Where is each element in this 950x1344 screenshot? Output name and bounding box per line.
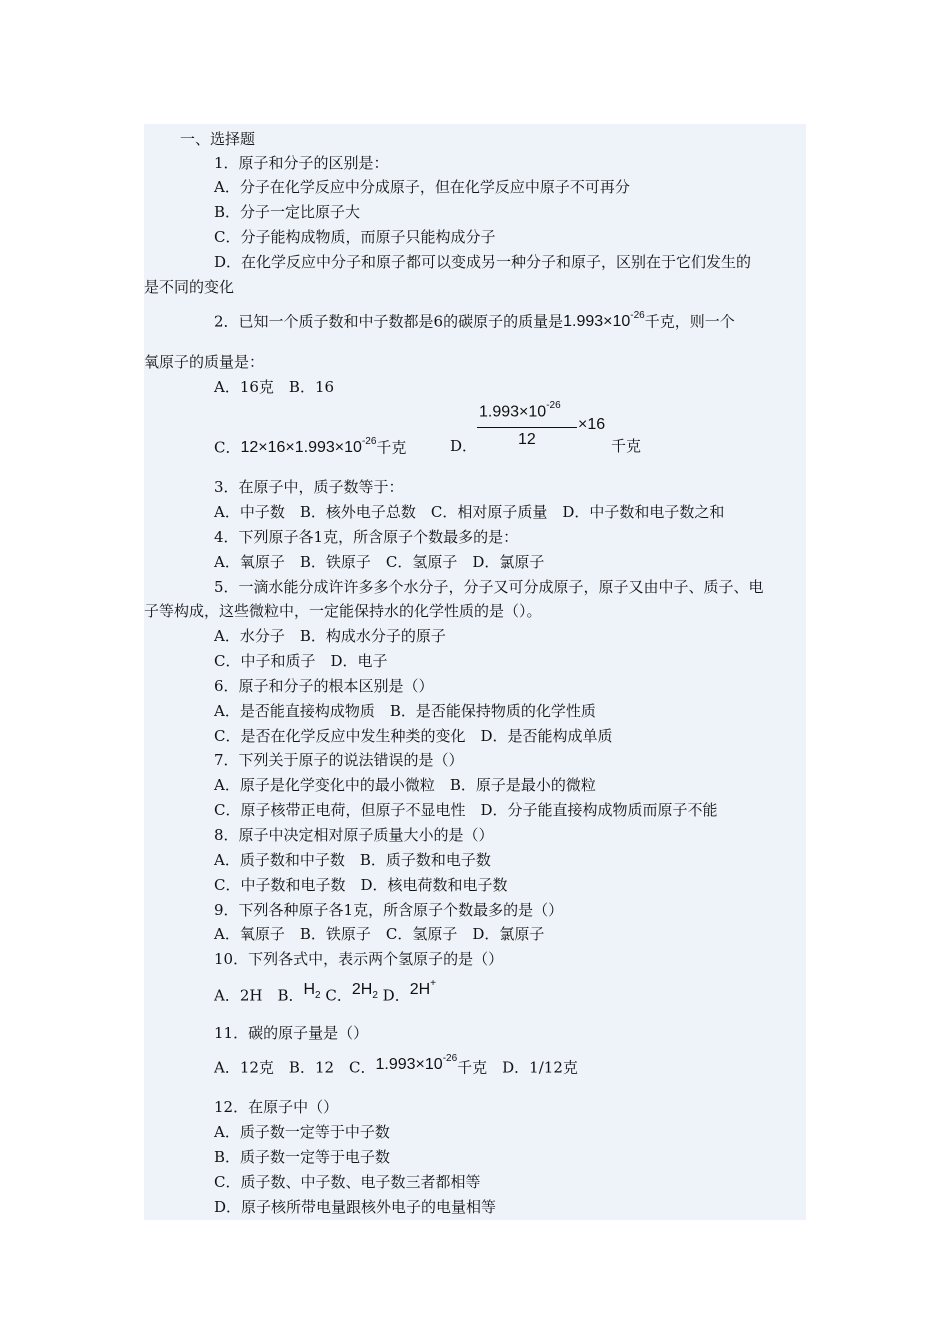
q1-option-d-line2: 是不同的变化: [144, 278, 235, 296]
q11-option-c-unit-and-d: 千克 D．1/12克: [457, 1058, 578, 1077]
q6-options-cd: C．是否在化学反应中发生种类的变化 D．是否能构成单质: [214, 727, 613, 745]
q9-options: A．氧原子 B．铁原子 C．氢原子 D．氯原子: [214, 925, 545, 943]
q1-option-a: A．分子在化学反应中分成原子，但在化学反应中原子不可再分: [214, 178, 630, 196]
q7-stem: 7．下列关于原子的说法错误的是（）: [214, 751, 464, 769]
q3-options: A．中子数 B．核外电子总数 C．相对原子质量 D．中子数和电子数之和: [214, 503, 725, 521]
q10-option-d-symbol: 2H: [409, 981, 431, 999]
q11-option-c-expression: [375, 1053, 458, 1074]
q12-stem: 12．在原子中（）: [214, 1098, 339, 1116]
q1-option-c: C．分子能构成物质，而原子只能构成分子: [214, 228, 496, 246]
q4-options: A．氧原子 B．铁原子 C．氢原子 D．氯原子: [214, 553, 545, 571]
q12-option-c: C．质子数、中子数、电子数三者都相等: [214, 1173, 481, 1191]
q8-options-ab: A．质子数和中子数 B．质子数和电子数: [214, 851, 491, 869]
q2-stem-line2: 氧原子的质量是：: [144, 353, 265, 371]
q8-options-cd: C．中子数和电子数 D．核电荷数和电子数: [214, 876, 508, 894]
q1-stem: 1．原子和分子的区别是：: [214, 154, 389, 172]
q12-option-d: D．原子核所带电量跟核外电子的电量相等: [214, 1198, 497, 1216]
q5-options-cd: C．中子和质子 D．电子: [214, 652, 388, 670]
q9-stem: 9．下列各种原子各1克，所含原子个数最多的是（）: [214, 901, 564, 919]
q5-options-ab: A．水分子 B．构成水分子的原子: [214, 627, 446, 645]
q5-stem-line1: 5．一滴水能分成许许多多个水分子，分子又可分成原子，原子又由中子、质子、电: [214, 578, 764, 596]
q2-option-d-numerator: [479, 402, 561, 421]
q10-option-d-formula: [409, 978, 436, 999]
section-title: 一、选择题: [180, 130, 256, 148]
q2-mass-expression: [563, 310, 645, 331]
q3-stem: 3．在原子中，质子数等于：: [214, 478, 404, 496]
q2-option-d-multiplier: ×16: [578, 416, 606, 433]
q7-options-cd: C．原子核带正电荷，但原子不显电性 D．分子能直接构成物质而原子不能: [214, 801, 718, 819]
q12-option-a: A．质子数一定等于中子数: [214, 1123, 390, 1141]
q11-stem: 11．碳的原子量是（）: [214, 1024, 369, 1042]
q2-stem-post: 千克，则一个: [644, 312, 735, 331]
q6-options-ab: A．是否能直接构成物质 B．是否能保持物质的化学性质: [214, 702, 596, 720]
q7-options-ab: A．原子是化学变化中的最小微粒 B．原子是最小的微粒: [214, 776, 596, 794]
q2-option-d-denominator: 12: [518, 431, 536, 448]
q10-option-a: A．2H B．: [214, 986, 304, 1005]
q2-stem-pre: 2．已知一个质子数和中子数都是6的碳原子的质量是: [214, 312, 564, 331]
q2-option-c-exponent: -26: [361, 436, 377, 447]
q2-option-d-num-exponent: -26: [546, 400, 561, 411]
q2-option-c-base: 12×16×1.993×10: [240, 439, 362, 457]
q10-option-c-subscript: 2: [372, 990, 378, 1002]
q10-option-b-symbol: H: [303, 981, 316, 999]
q5-stem-line2: 子等构成，这些微粒中，一定能保持水的化学性质的是（）。: [144, 602, 542, 620]
q6-stem: 6．原子和分子的根本区别是（）: [214, 677, 434, 695]
q10-option-c-symbol: 2H: [351, 981, 373, 999]
q10-stem: 10．下列各式中，表示两个氢原子的是（）: [214, 950, 504, 968]
q2-option-c-unit: 千克: [376, 438, 407, 457]
q11-option-c-exponent: -26: [442, 1053, 458, 1064]
q1-option-b: B．分子一定比原子大: [214, 203, 361, 221]
q2-option-c-label: C．: [214, 438, 241, 457]
q4-stem: 4．下列原子各1克，所含原子个数最多的是：: [214, 528, 519, 546]
q11-options: [214, 1054, 578, 1078]
q10-option-c-label: C．: [325, 986, 352, 1005]
q2-option-c-expression: [240, 436, 377, 457]
q2-mass-exponent: -26: [630, 310, 645, 321]
q10-option-b-formula: [303, 981, 321, 1002]
q8-stem: 8．原子中决定相对原子质量大小的是（）: [214, 826, 494, 844]
q10-option-d-superscript: +: [430, 978, 436, 989]
q2-option-c: [214, 434, 406, 458]
q10-option-b-subscript: 2: [315, 990, 321, 1002]
q2-mass-base: 1.993×10: [563, 313, 631, 331]
q2-option-d-num-base: 1.993×10: [479, 403, 547, 421]
q11-options-ab: A．12克 B．12 C．: [214, 1058, 376, 1077]
q10-option-d-label: D．: [382, 986, 410, 1005]
q2-option-d-label: D．: [450, 437, 478, 455]
q2-options-ab: A．16克 B．16: [214, 378, 335, 396]
q11-option-c-base: 1.993×10: [375, 1056, 443, 1074]
q10-options: [214, 978, 436, 1013]
q2-stem: [214, 308, 735, 332]
q2-option-d-unit: 千克: [611, 437, 642, 455]
q10-option-c-formula: [351, 981, 378, 1002]
q12-option-b: B．质子数一定等于电子数: [214, 1148, 391, 1166]
q2-option-d-fraction-bar: [477, 427, 577, 428]
document-panel: [144, 124, 806, 1220]
q1-option-d-line1: D．在化学反应中分子和原子都可以变成另一种分子和原子，区别在于它们发生的: [214, 253, 752, 271]
